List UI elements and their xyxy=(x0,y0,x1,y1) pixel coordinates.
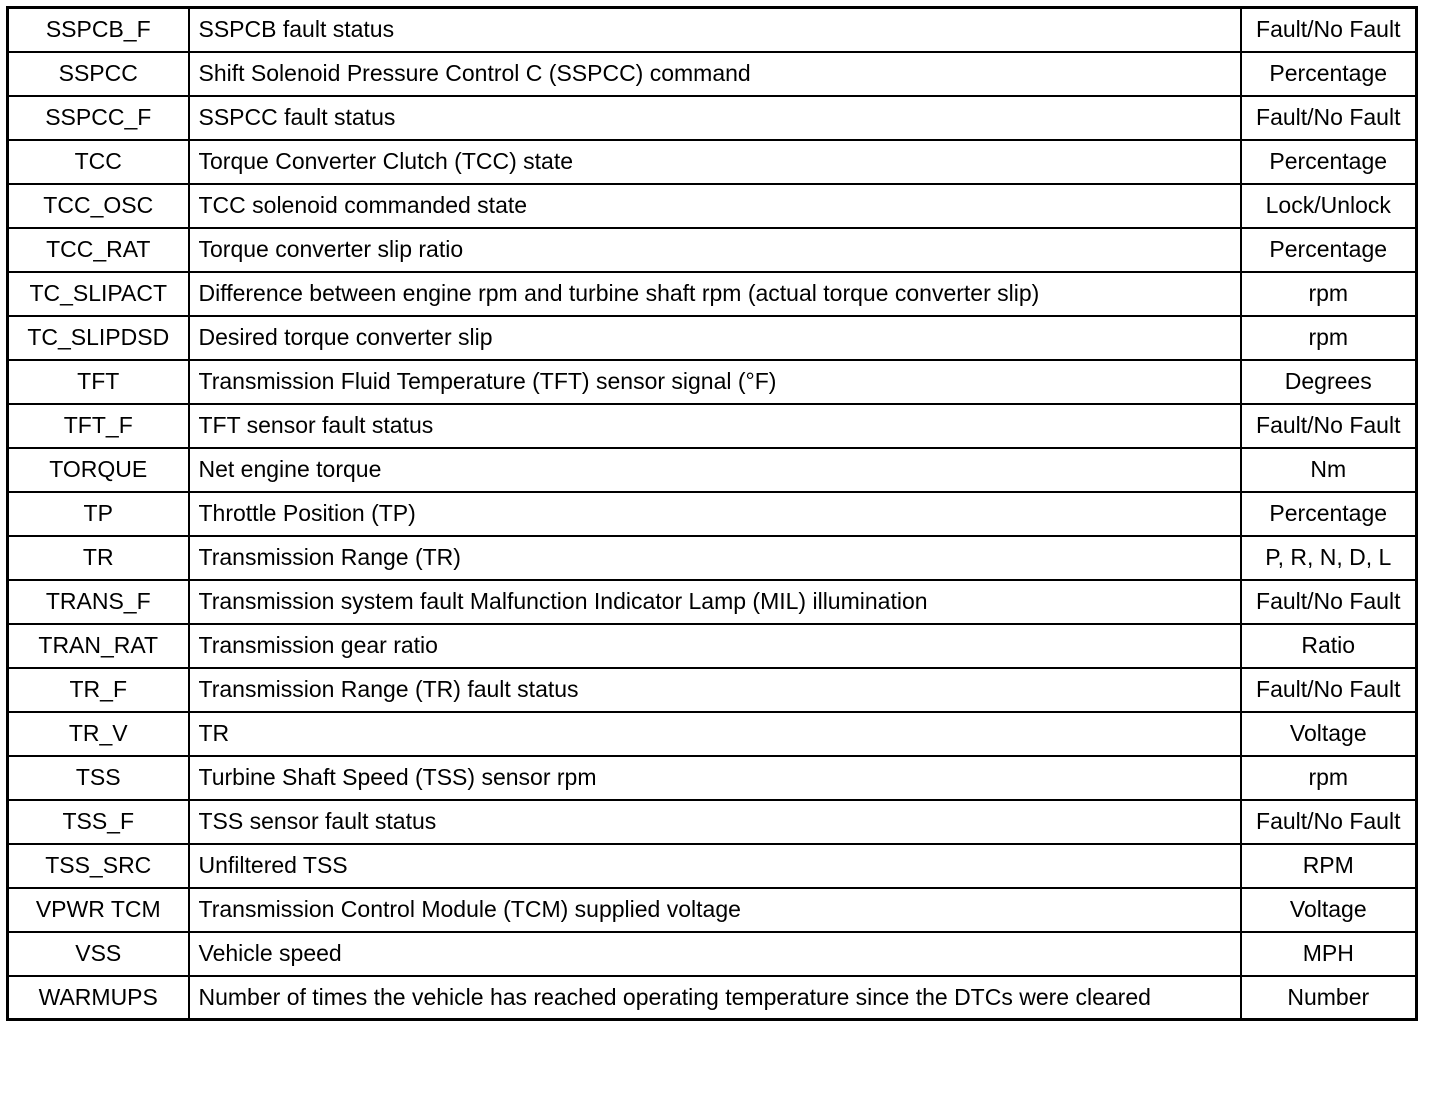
table-row xyxy=(8,96,1417,140)
units-cell: Ratio xyxy=(1241,624,1417,668)
table-row xyxy=(8,536,1417,580)
description-cell: Turbine Shaft Speed (TSS) sensor rpm xyxy=(189,756,1241,800)
table-row xyxy=(8,448,1417,492)
units-cell: Fault/No Fault xyxy=(1241,96,1417,140)
param-cell: TCC_RAT xyxy=(8,228,189,272)
table-row xyxy=(8,932,1417,976)
description-cell: Transmission Range (TR) xyxy=(189,536,1241,580)
units-cell: Fault/No Fault xyxy=(1241,8,1417,52)
table-row xyxy=(8,184,1417,228)
param-cell: VPWR TCM xyxy=(8,888,189,932)
table-row xyxy=(8,272,1417,316)
table-row xyxy=(8,800,1417,844)
description-cell: Transmission gear ratio xyxy=(189,624,1241,668)
units-cell: Fault/No Fault xyxy=(1241,404,1417,448)
units-cell: MPH xyxy=(1241,932,1417,976)
param-cell: TC_SLIPDSD xyxy=(8,316,189,360)
param-cell: TSS_SRC xyxy=(8,844,189,888)
description-cell: Torque Converter Clutch (TCC) state xyxy=(189,140,1241,184)
description-cell: Desired torque converter slip xyxy=(189,316,1241,360)
table-row xyxy=(8,52,1417,96)
table-row xyxy=(8,624,1417,668)
units-cell: rpm xyxy=(1241,756,1417,800)
description-cell: Transmission Fluid Temperature (TFT) sensor signal (°F) xyxy=(189,360,1241,404)
param-cell: TFT_F xyxy=(8,404,189,448)
table-row xyxy=(8,844,1417,888)
description-cell: Throttle Position (TP) xyxy=(189,492,1241,536)
description-cell: Net engine torque xyxy=(189,448,1241,492)
param-cell: TCC xyxy=(8,140,189,184)
description-cell: TR xyxy=(189,712,1241,756)
param-cell: TR_F xyxy=(8,668,189,712)
description-cell: Unfiltered TSS xyxy=(189,844,1241,888)
table-row xyxy=(8,404,1417,448)
param-cell: TP xyxy=(8,492,189,536)
param-cell: TR_V xyxy=(8,712,189,756)
table-row xyxy=(8,228,1417,272)
param-cell: TSS_F xyxy=(8,800,189,844)
description-cell: Vehicle speed xyxy=(189,932,1241,976)
units-cell: rpm xyxy=(1241,316,1417,360)
units-cell: Voltage xyxy=(1241,712,1417,756)
units-cell: Percentage xyxy=(1241,228,1417,272)
units-cell: Lock/Unlock xyxy=(1241,184,1417,228)
units-cell: Nm xyxy=(1241,448,1417,492)
param-cell: WARMUPS xyxy=(8,976,189,1020)
units-cell: Voltage xyxy=(1241,888,1417,932)
table-row xyxy=(8,316,1417,360)
pid-table xyxy=(6,6,1418,1021)
param-cell: SSPCB_F xyxy=(8,8,189,52)
param-cell: TRAN_RAT xyxy=(8,624,189,668)
table-row xyxy=(8,140,1417,184)
description-cell: Difference between engine rpm and turbine shaft rpm (actual torque converter slip) xyxy=(189,272,1241,316)
units-cell: Degrees xyxy=(1241,360,1417,404)
param-cell: TC_SLIPACT xyxy=(8,272,189,316)
table-row xyxy=(8,668,1417,712)
param-cell: TCC_OSC xyxy=(8,184,189,228)
table-row xyxy=(8,712,1417,756)
table-row xyxy=(8,888,1417,932)
units-cell: Percentage xyxy=(1241,52,1417,96)
description-cell: TFT sensor fault status xyxy=(189,404,1241,448)
param-cell: TORQUE xyxy=(8,448,189,492)
pid-table-body xyxy=(8,8,1417,1020)
units-cell: Percentage xyxy=(1241,492,1417,536)
units-cell: Number xyxy=(1241,976,1417,1020)
description-cell: Number of times the vehicle has reached operating temperature since the DTCs were cleared xyxy=(189,976,1241,1020)
param-cell: SSPCC_F xyxy=(8,96,189,140)
description-cell: TSS sensor fault status xyxy=(189,800,1241,844)
description-cell: Transmission Control Module (TCM) supplied voltage xyxy=(189,888,1241,932)
table-row xyxy=(8,756,1417,800)
description-cell: Torque converter slip ratio xyxy=(189,228,1241,272)
description-cell: TCC solenoid commanded state xyxy=(189,184,1241,228)
units-cell: RPM xyxy=(1241,844,1417,888)
description-cell: SSPCB fault status xyxy=(189,8,1241,52)
units-cell: Fault/No Fault xyxy=(1241,580,1417,624)
units-cell: P, R, N, D, L xyxy=(1241,536,1417,580)
param-cell: VSS xyxy=(8,932,189,976)
param-cell: TFT xyxy=(8,360,189,404)
description-cell: SSPCC fault status xyxy=(189,96,1241,140)
table-row xyxy=(8,976,1417,1020)
table-row xyxy=(8,360,1417,404)
param-cell: SSPCC xyxy=(8,52,189,96)
param-cell: TRANS_F xyxy=(8,580,189,624)
description-cell: Transmission system fault Malfunction Indicator Lamp (MIL) illumination xyxy=(189,580,1241,624)
table-row xyxy=(8,8,1417,52)
description-cell: Transmission Range (TR) fault status xyxy=(189,668,1241,712)
table-row xyxy=(8,492,1417,536)
units-cell: Percentage xyxy=(1241,140,1417,184)
param-cell: TR xyxy=(8,536,189,580)
param-cell: TSS xyxy=(8,756,189,800)
units-cell: Fault/No Fault xyxy=(1241,800,1417,844)
units-cell: rpm xyxy=(1241,272,1417,316)
table-row xyxy=(8,580,1417,624)
description-cell: Shift Solenoid Pressure Control C (SSPCC) command xyxy=(189,52,1241,96)
units-cell: Fault/No Fault xyxy=(1241,668,1417,712)
